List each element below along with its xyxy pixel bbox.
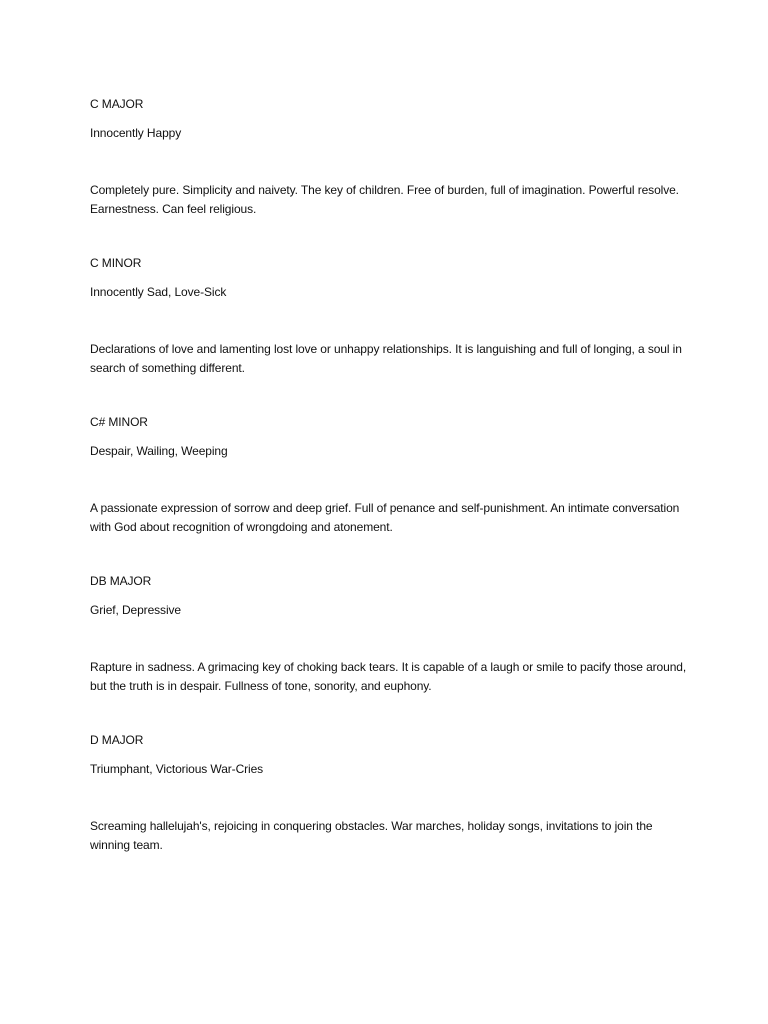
key-section-c-minor <box>90 254 690 378</box>
key-mood: Despair, Wailing, Weeping <box>90 444 228 458</box>
key-description: Completely pure. Simplicity and naivety. The key of children. Free of burden, full of imagination. Powerful resolve. Earnestness. Can feel religious. <box>90 183 679 216</box>
key-description: Declarations of love and lamenting lost love or unhappy relationships. It is languishing and full of longing, a soul in search of something different. <box>90 342 682 375</box>
key-heading: DB MAJOR <box>90 574 152 588</box>
key-description: Rapture in sadness. A grimacing key of choking back tears. It is capable of a laugh or smile to pacify those around, but the truth is in despair. Fullness of tone, sonority, and euphony. <box>90 660 687 693</box>
key-mood: Innocently Sad, Love-Sick <box>90 285 227 299</box>
key-section-db-major <box>90 572 690 696</box>
key-heading: D MAJOR <box>90 733 144 747</box>
key-section-c-sharp-minor <box>90 413 690 537</box>
key-mood: Grief, Depressive <box>90 603 181 617</box>
key-section-d-major <box>90 731 690 855</box>
document-page <box>90 95 690 855</box>
key-heading: C MINOR <box>90 256 142 270</box>
key-heading: C MAJOR <box>90 97 144 111</box>
key-description: A passionate expression of sorrow and deep grief. Full of penance and self-punishment. An intimate conversation with God about recognition of wrongdoing and atonement. <box>90 501 680 534</box>
key-mood: Innocently Happy <box>90 126 182 140</box>
key-heading: C# MINOR <box>90 415 148 429</box>
key-section-c-major <box>90 95 690 219</box>
key-description: Screaming hallelujah's, rejoicing in conquering obstacles. War marches, holiday songs, invitations to join the winning team. <box>90 819 653 852</box>
key-mood: Triumphant, Victorious War-Cries <box>90 762 264 776</box>
